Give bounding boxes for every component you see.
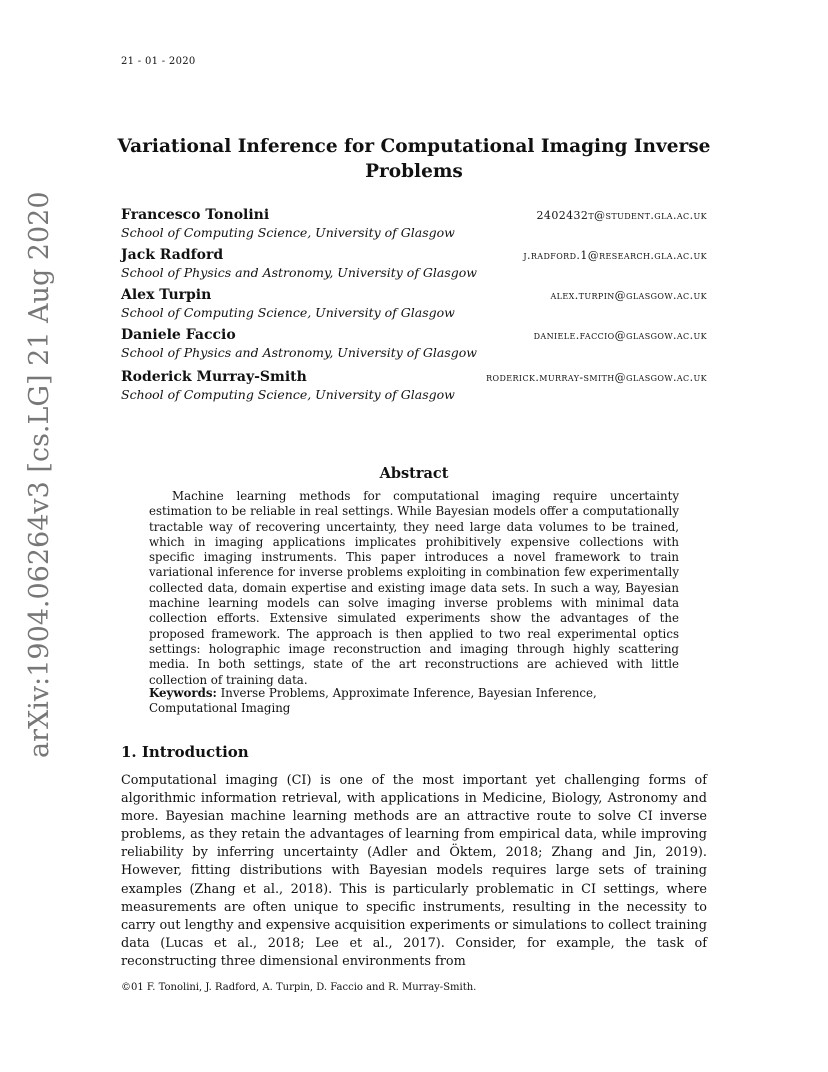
author-name: Daniele Faccio	[121, 327, 236, 343]
author-affiliation: School of Computing Science, University of Glasgow	[121, 387, 455, 402]
author-block	[121, 287, 707, 327]
author-name: Roderick Murray-Smith	[121, 369, 307, 385]
author-affiliation: School of Computing Science, University of Glasgow	[121, 225, 455, 240]
author-affiliation: School of Physics and Astronomy, University of Glasgow	[121, 265, 477, 280]
introduction-text: Computational imaging (CI) is one of the most important yet challenging forms of algorithmic information retrieval, with applications in Medicine, Biology, Astronomy and more. Bayesian machine learning methods are an attractive route to solve CI inverse problems, as they retain the advantages of learning from empirical data, while improving reliability by inferring uncertainty (Adler and Öktem, 2018; Zhang and Jin, 2019). However, fitting distributions with Bayesian models requires large sets of training examples (Zhang et al., 2018). This is particularly problematic in CI settings, where measurements are often unique to specific instruments, resulting in the necessity to carry out lengthy and expensive acquisition experiments or simulations to collect training data (Lucas et al., 2018; Lee et al., 2017). Consider, for example, the task of reconstructing three dimensional environments from	[121, 773, 707, 969]
copyright-footer: ©01 F. Tonolini, J. Radford, A. Turpin, D. Faccio and R. Murray-Smith.	[121, 982, 477, 993]
section-heading: 1. Introduction	[121, 743, 249, 761]
author-name: Alex Turpin	[121, 287, 212, 303]
author-block	[121, 369, 707, 409]
author-name: Francesco Tonolini	[121, 207, 270, 223]
abstract-heading: Abstract	[379, 465, 449, 482]
author-affiliation: School of Computing Science, University of Glasgow	[121, 305, 455, 320]
author-email[interactable]: j.radford.1@research.gla.ac.uk	[523, 249, 707, 262]
author-block	[121, 327, 707, 367]
keywords	[149, 686, 679, 717]
paper-title: Variational Inference for Computational Imaging Inverse Problems	[117, 136, 711, 182]
keywords-label: Keywords:	[149, 686, 217, 700]
author-block	[121, 247, 707, 287]
author-affiliation: School of Physics and Astronomy, University of Glasgow	[121, 345, 477, 360]
keywords-list: Inverse Problems, Approximate Inference, Bayesian Inference, Computational Imaging	[149, 686, 597, 716]
author-name: Jack Radford	[121, 247, 224, 263]
author-email[interactable]: roderick.murray-smith@glasgow.ac.uk	[486, 371, 707, 384]
author-block	[121, 207, 707, 247]
header-date: 21 - 01 - 2020	[121, 56, 196, 67]
author-email[interactable]: 2402432t@student.gla.ac.uk	[536, 209, 707, 222]
author-email[interactable]: alex.turpin@glasgow.ac.uk	[550, 289, 707, 302]
abstract-text: Machine learning methods for computational imaging require uncertainty estimation to be reliable in real settings. While Bayesian models offer a computationally tractable way of recovering uncertainty, they need large data volumes to be trained, which in imaging applications implicates prohibitively expensive collections with specific imaging instruments. This paper introduces a novel framework to train variational inference for inverse problems exploiting in combination few experimentally collected data, domain expertise and existing image data sets. In such a way, Bayesian machine learning models can solve imaging inverse problems with minimal data collection efforts. Extensive simulated experiments show the advantages of the proposed framework. The approach is then applied to two real experimental optics settings: holographic image reconstruction and imaging through highly scattering media. In both settings, state of the art reconstructions are achieved with little collection of training data.	[149, 489, 679, 687]
author-email[interactable]: daniele.faccio@glasgow.ac.uk	[533, 329, 707, 342]
arxiv-identifier[interactable]: arXiv:1904.06264v3 [cs.LG] 21 Aug 2020	[24, 191, 55, 758]
